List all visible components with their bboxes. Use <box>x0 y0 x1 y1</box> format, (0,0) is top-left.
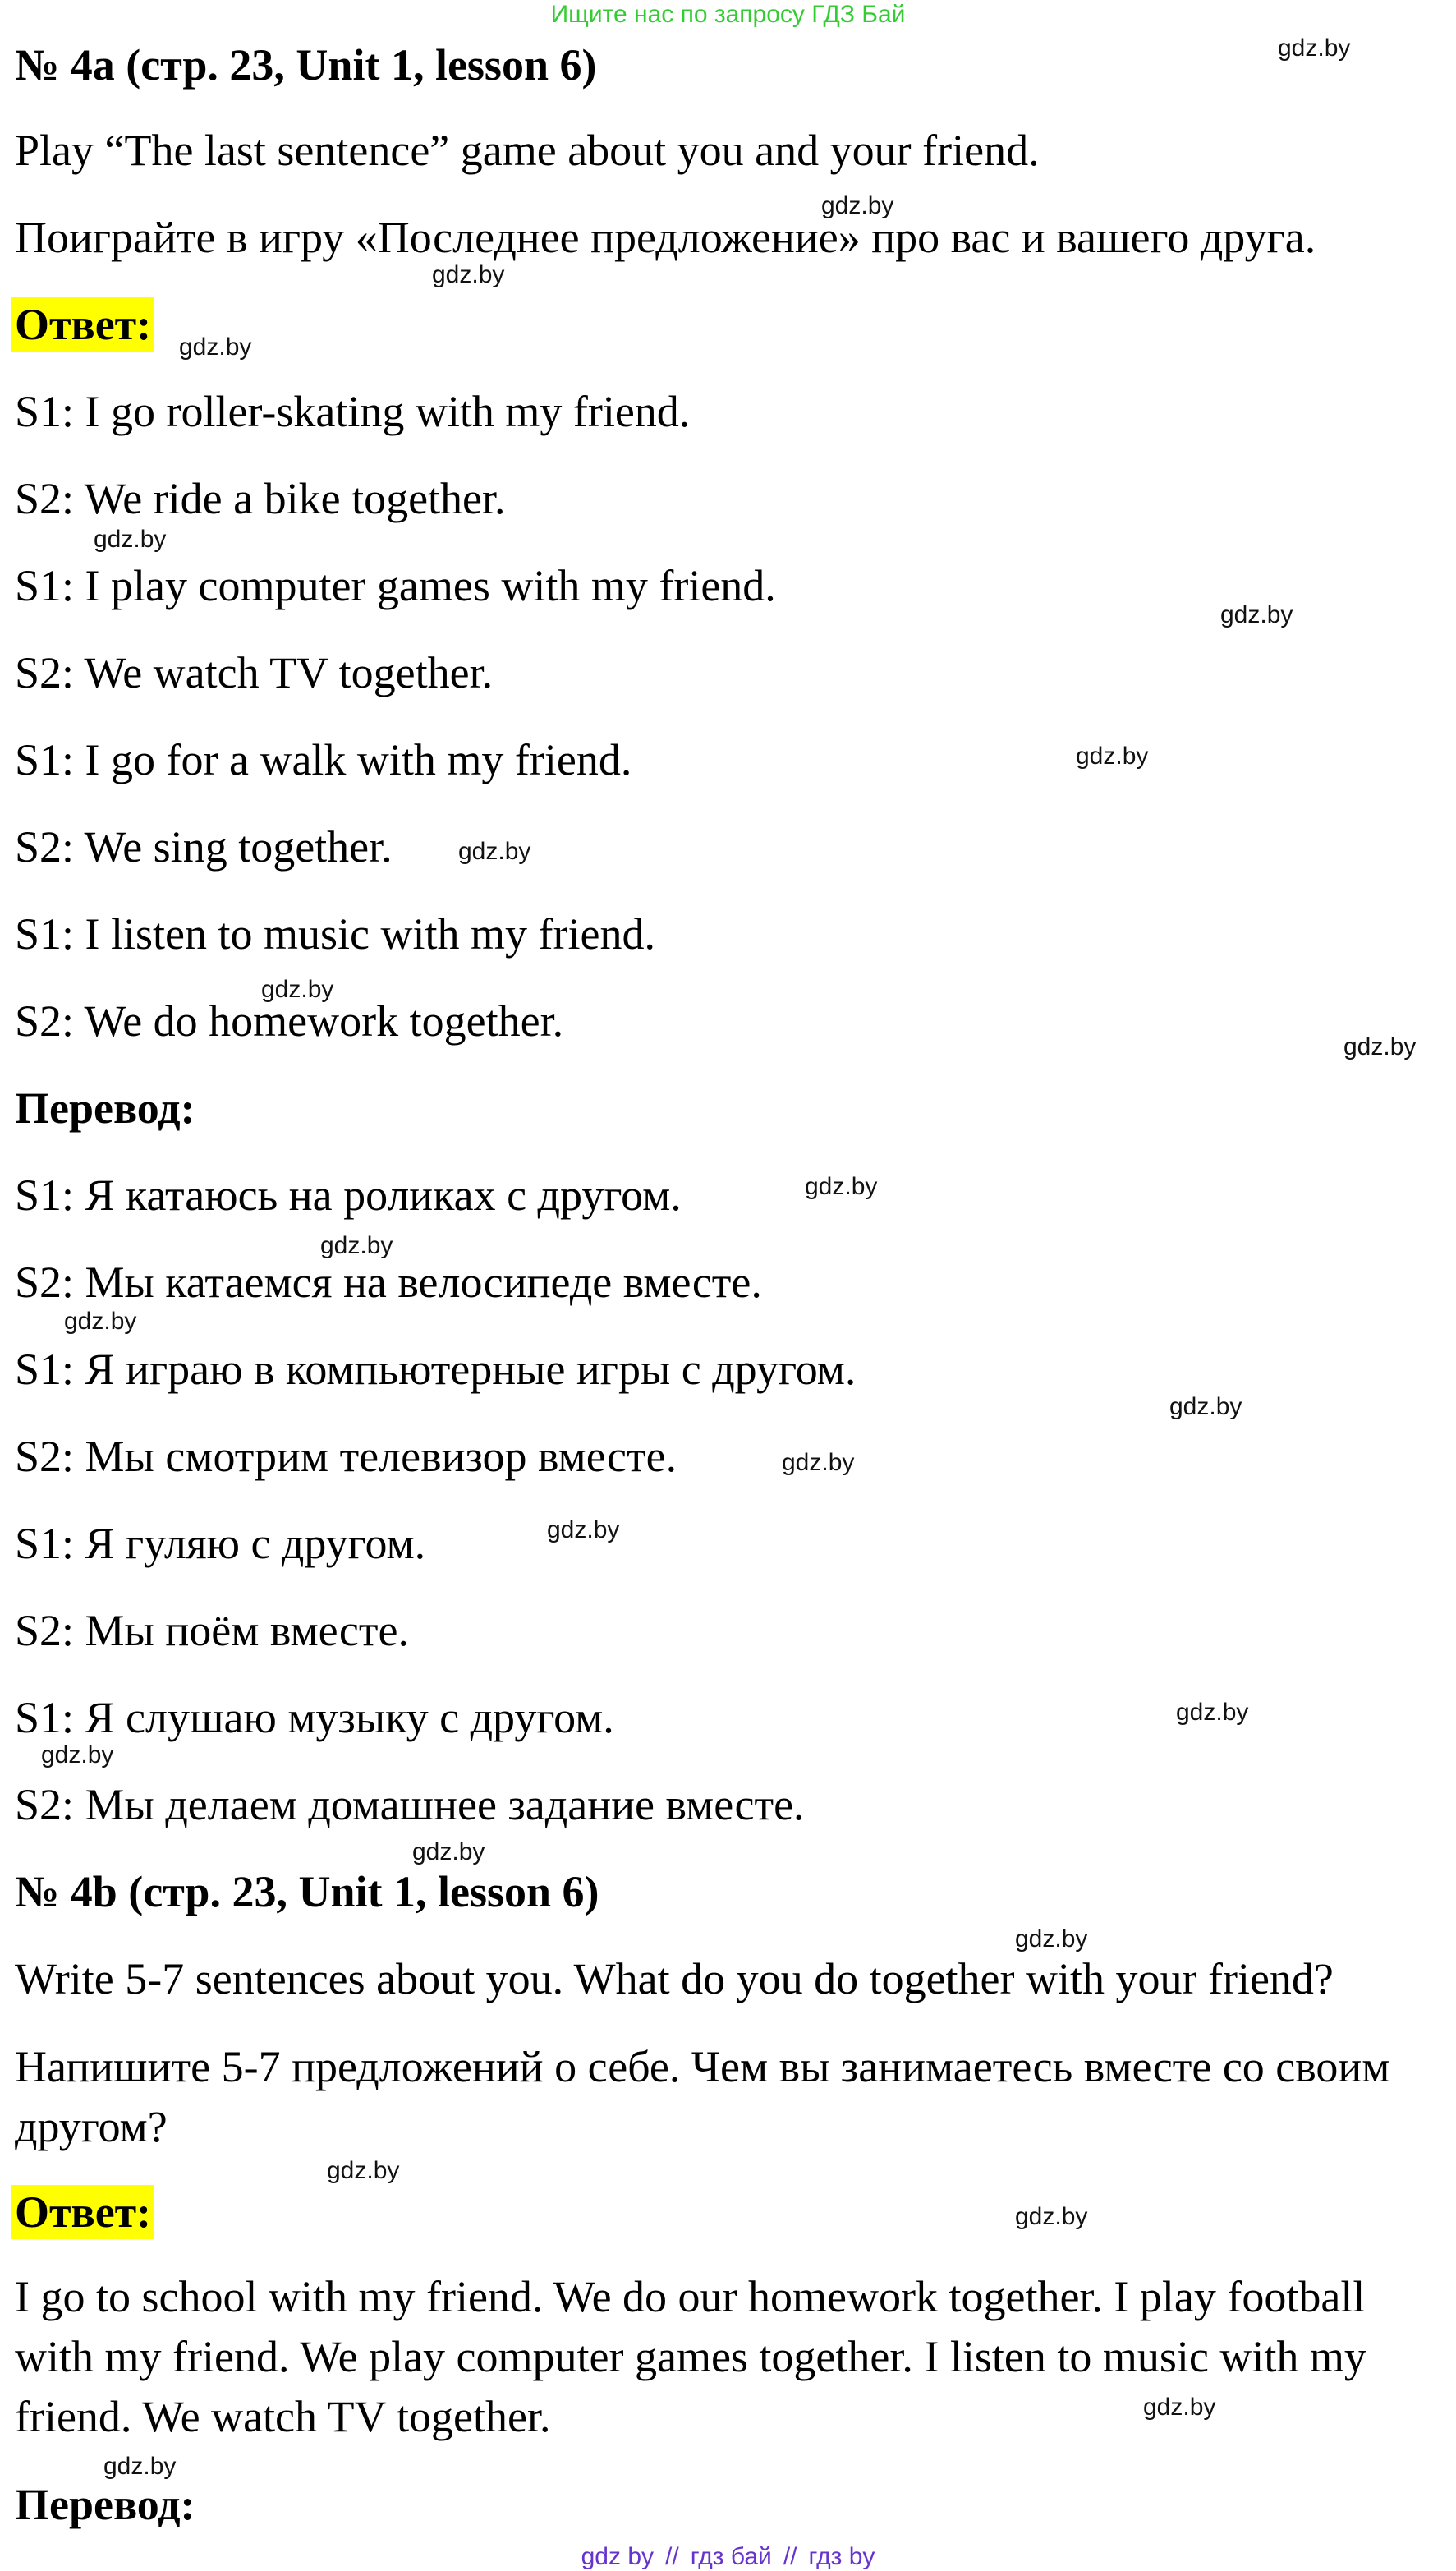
watermark: gdz.by <box>261 976 334 1003</box>
watermark: gdz.by <box>547 1516 620 1543</box>
footer-link-gdz-by[interactable]: gdz by <box>581 2543 655 2570</box>
footer-link-gdz-by-ru[interactable]: гдз by <box>808 2543 875 2570</box>
watermark: gdz.by <box>1220 601 1293 628</box>
watermark: gdz.by <box>432 261 505 288</box>
watermark: gdz.by <box>458 838 531 865</box>
watermark: gdz.by <box>1076 743 1149 770</box>
footer-separator: // <box>783 2543 797 2570</box>
footer-links <box>0 2543 1456 2571</box>
watermark: gdz.by <box>1169 1393 1242 1420</box>
task-4b-instruction-en: Write 5-7 sentences about you. What do you do together with your friend? <box>15 1954 1334 2003</box>
answer-line: S1: I go roller-skating with my friend. <box>15 387 691 436</box>
answer-line: S1: I go for a walk with my friend. <box>15 735 632 784</box>
task-4b-translation-label: Перевод: <box>15 2480 195 2529</box>
translation-line: S2: Мы поём вместе. <box>15 1606 409 1655</box>
watermark: gdz.by <box>1278 34 1351 62</box>
watermark: gdz.by <box>103 2453 177 2480</box>
watermark: gdz.by <box>782 1449 855 1476</box>
task-4a-title: № 4a (стр. 23, Unit 1, lesson 6) <box>15 40 597 90</box>
translation-line: S1: Я слушаю музыку с другом. <box>15 1693 614 1742</box>
translation-line: S2: Мы смотрим телевизор вместе. <box>15 1432 677 1481</box>
watermark: gdz.by <box>327 2157 400 2184</box>
watermark: gdz.by <box>41 1741 114 1768</box>
task-4a-answer-label: Ответ: <box>11 297 154 352</box>
answer-line: S2: We watch TV together. <box>15 648 494 697</box>
watermark: gdz.by <box>64 1308 137 1335</box>
translation-line: S1: Я катаюсь на роликах с другом. <box>15 1171 682 1220</box>
watermark: gdz.by <box>1343 1033 1417 1060</box>
answer-line: S2: We sing together. <box>15 822 393 872</box>
task-4b-instruction-ru: Напишите 5-7 предложений о себе. Чем вы занимаетесь вместе со своим другом? <box>15 2042 1390 2151</box>
task-4a-instruction-en: Play “The last sentence” game about you and your friend. <box>15 126 1040 175</box>
footer-separator: // <box>665 2543 679 2570</box>
answer-line: S2: We do homework together. <box>15 996 564 1046</box>
translation-line: S1: Я гуляю с другом. <box>15 1519 426 1568</box>
answer-line: S2: We ride a bike together. <box>15 474 506 523</box>
task-4b-title: № 4b (стр. 23, Unit 1, lesson 6) <box>15 1867 599 1916</box>
watermark: gdz.by <box>320 1232 393 1259</box>
top-banner[interactable]: Ищите нас по запросу ГДЗ Бай <box>550 1 906 28</box>
translation-line: S2: Мы катаемся на велосипеде вместе. <box>15 1258 762 1307</box>
watermark: gdz.by <box>1015 1925 1088 1952</box>
answer-line: S1: I play computer games with my friend. <box>15 561 776 610</box>
answer-line: S1: I listen to music with my friend. <box>15 909 655 959</box>
watermark: gdz.by <box>1015 2203 1088 2230</box>
footer-link-gdz-bay[interactable]: гдз бай <box>690 2543 772 2570</box>
watermark: gdz.by <box>805 1173 878 1200</box>
watermark: gdz.by <box>1176 1699 1249 1726</box>
translation-line: S2: Мы делаем домашнее задание вместе. <box>15 1780 805 1829</box>
watermark: gdz.by <box>821 192 894 219</box>
task-4b-answer-label: Ответ: <box>11 2185 154 2239</box>
task-4a-translation-label: Перевод: <box>15 1083 195 1133</box>
task-4a-instruction-ru: Поиграйте в игру «Последнее предложение» про вас и вашего друга. <box>15 213 1316 262</box>
task-4b-answer-text: I go to school with my friend. We do our homework together. I play football with my friend. We play computer games together. I listen to music with my friend. We watch TV together. <box>15 2272 1366 2441</box>
translation-line: S1: Я играю в компьютерные игры с другом. <box>15 1345 857 1394</box>
watermark: gdz.by <box>1143 2394 1216 2421</box>
watermark: gdz.by <box>179 333 252 361</box>
watermark: gdz.by <box>94 526 167 553</box>
watermark: gdz.by <box>412 1838 485 1865</box>
